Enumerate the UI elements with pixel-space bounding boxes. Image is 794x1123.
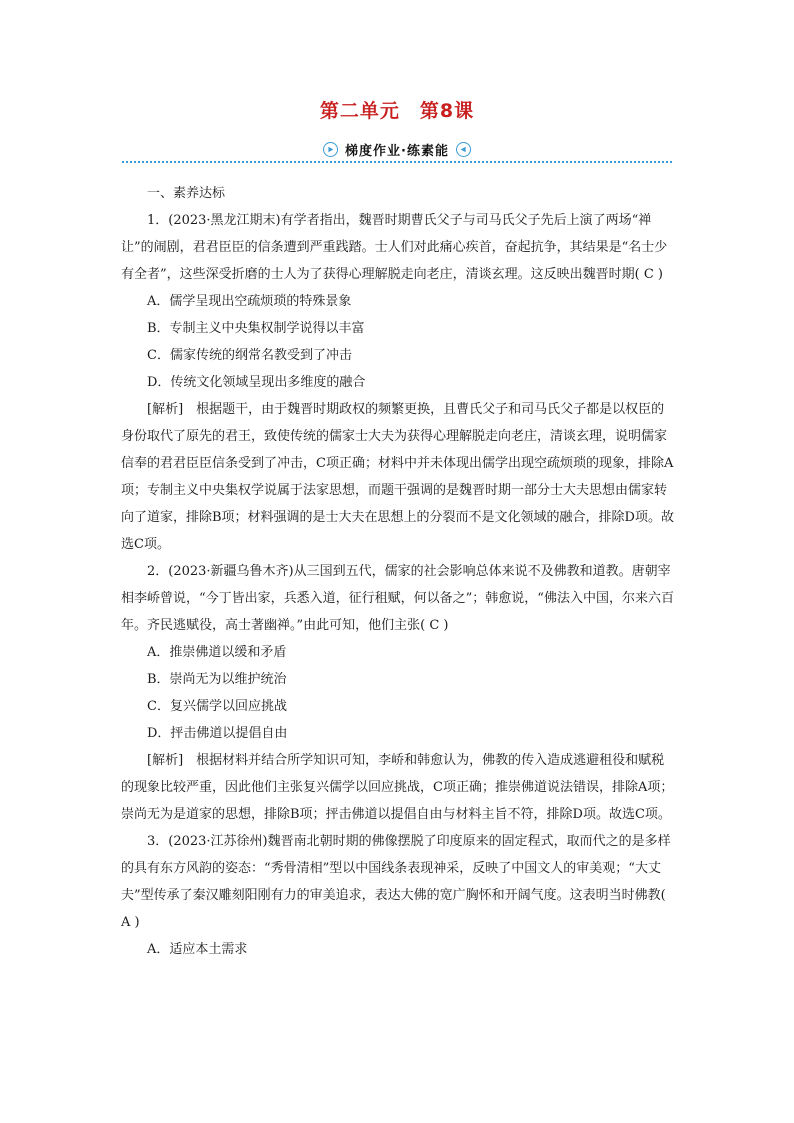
page-title (0, 96, 794, 123)
unit-title: 第二单元 (319, 100, 400, 122)
question-stem: 2．(2023·新疆乌鲁木齐)从三国到五代，儒家的社会影响总体来说不及佛教和道教。唐朝宰相李峤曾说，“今丁皆出家，兵悉入道，征行租赋，何以备之”；韩愈说，“佛法入中国，尔来六百年。齐民逃赋役，高士著幽禅。”由此可知，他们主张( C ) (121, 564, 674, 633)
answer-option: A．推崇佛道以缓和矛盾 (147, 645, 287, 660)
question-stem: 1．(2023·黑龙江期末)有学者指出，魏晋时期曹氏父子与司马氏父子先后上演了两场“禅让”的闹剧，君君臣臣的信条遭到严重践踏。士人们对此痛心疾首，奋起抗争，其结果是“名士少有全者”，这些深受折磨的士人为了获得心理解脱走向老庄，清谈玄理。这反映出魏晋时期( C ) (121, 213, 668, 282)
answer-option: D．传统文化领域呈现出多维度的融合 (147, 375, 366, 390)
banner-label-group (312, 140, 482, 159)
section-banner (122, 138, 672, 166)
lesson-title: 第8课 (419, 100, 475, 122)
answer-option: A．适应本土需求 (147, 942, 248, 957)
explanation: [解析] 根据题干，由于魏晋时期政权的频繁更换，且曹氏父子和司马氏父子都是以权臣的身份取代了原先的君王，致使传统的儒家士大夫为获得心理解脱走向老庄，清谈玄理，说明儒家信奉的君君臣臣信条受到了冲击，C项正确；材料中并未体现出儒学出现空疏烦琐的现象，排除A项；专制主义中央集权学说属于法家思想，而题干强调的是魏晋时期一部分士大夫思想由儒家转向了道家，排除B项；材料强调的是士大夫在思想上的分裂而不是文化领域的融合，排除D项。故选C项。 (121, 402, 674, 552)
answer-option: C．儒家传统的纲常名教受到了冲击 (147, 348, 352, 363)
section-heading: 一、素养达标 (147, 186, 226, 201)
answer-option: D．抨击佛道以提倡自由 (147, 726, 288, 741)
explanation: [解析] 根据材料并结合所学知识可知，李峤和韩愈认为，佛教的传入造成逃避租役和赋税的现象比较严重，因此他们主张复兴儒学以回应挑战，C项正确；推崇佛道说法错误，排除A项；崇尚无为是道家的思想，排除B项；抨击佛道以提倡自由与材料主旨不符，排除D项。故选C项。 (121, 753, 674, 822)
answer-option: B．专制主义中央集权制学说得以丰富 (147, 321, 365, 336)
answer-option: C．复兴儒学以回应挑战 (147, 699, 287, 714)
answer-option: B．崇尚无为以维护统治 (147, 672, 287, 687)
document-body (121, 180, 677, 963)
question-stem: 3．(2023·江苏徐州)魏晋南北朝时期的佛像摆脱了印度原来的固定程式，取而代之的是多样的具有东方风韵的姿态：“秀骨清相”型以中国线条表现神采，反映了中国文人的审美观；“大丈夫”型传承了秦汉雕刻阳刚有力的审美追求，表达大佛的宽广胸怀和开阔气度。这表明当时佛教( A ) (121, 834, 671, 930)
dotted-divider (122, 161, 672, 163)
play-right-icon (323, 142, 338, 157)
play-left-icon (456, 142, 471, 157)
answer-option: A．儒学呈现出空疏烦琐的特殊景象 (147, 294, 352, 309)
banner-label: 梯度作业·练素能 (345, 144, 449, 159)
